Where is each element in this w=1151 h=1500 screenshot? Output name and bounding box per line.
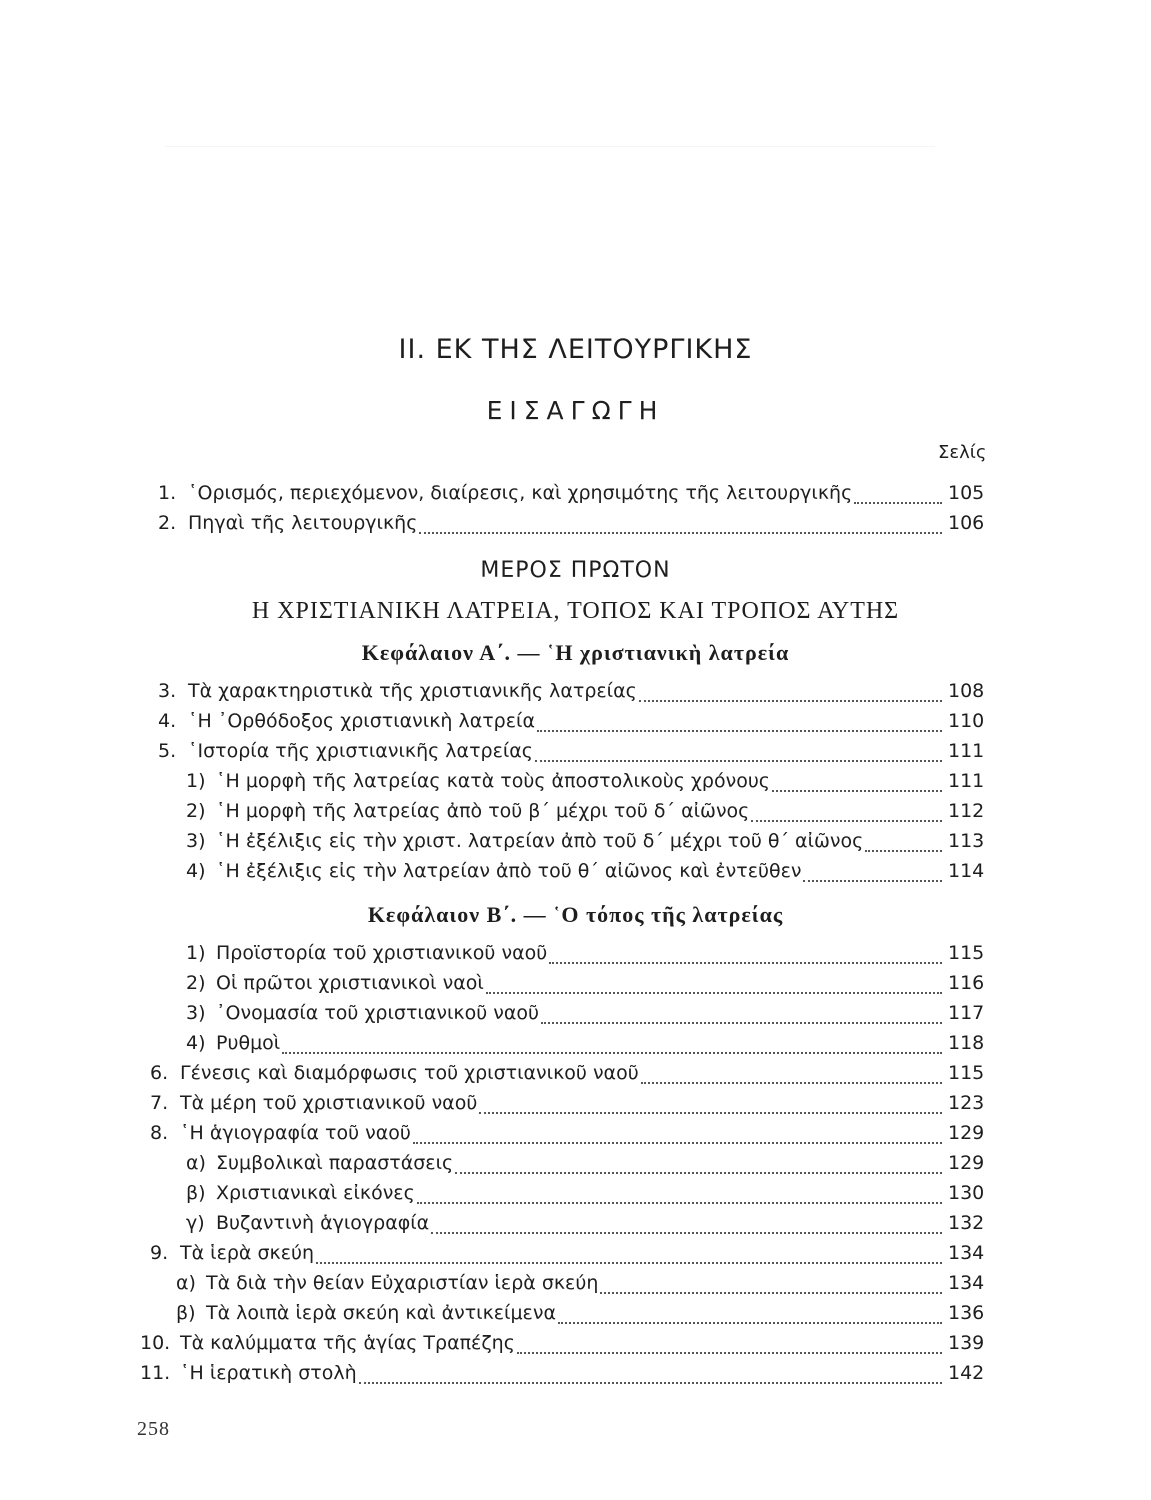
toc-subentry[interactable] xyxy=(186,972,992,1000)
entry-title: Βυζαντινὴ ἁγιογραφία xyxy=(216,1212,430,1234)
entry-page: 118 xyxy=(948,1032,985,1054)
entry-title: ῾Η μορφὴ τῆς λατρείας ἀπὸ τοῦ β΄ μέχρι τοῦ δ΄ αἰῶνος xyxy=(216,800,750,822)
entry-number: 4) xyxy=(186,860,206,882)
entry-title: Χριστιανικαὶ εἰκόνες xyxy=(216,1182,415,1204)
entry-title: Γένεσις καὶ διαμόρφωσις τοῦ χριστιανικοῦ ναοῦ xyxy=(180,1062,639,1084)
entry-title: ῾Η μορφὴ τῆς λατρείας κατὰ τοὺς ἀποστολικοὺς χρόνους xyxy=(216,770,770,792)
entry-page: 113 xyxy=(948,830,985,852)
entry-number: α) xyxy=(176,1272,196,1294)
entry-number: 8. xyxy=(150,1122,169,1144)
dot-leader xyxy=(419,531,942,534)
entry-title: Προϊστορία τοῦ χριστιανικοῦ ναοῦ xyxy=(216,942,548,964)
entry-title: ῾Η ἐξέλιξις εἰς τὴν χριστ. λατρείαν ἀπὸ τοῦ δ΄ μέχρι τοῦ θ΄ αἰῶνος xyxy=(216,830,864,852)
dot-leader xyxy=(479,1111,942,1114)
entry-number: 6. xyxy=(150,1062,169,1084)
dot-leader xyxy=(854,501,942,504)
entry-title: Συμβολικαὶ παραστάσεις xyxy=(216,1152,454,1174)
entry-number: 3) xyxy=(186,830,206,852)
intro-title: ΕΙΣΑΓΩΓΗ xyxy=(486,396,665,425)
entry-title: Τὰ χαρακτηριστικὰ τῆς χριστιανικῆς λατρείας xyxy=(188,680,637,702)
entry-page: 130 xyxy=(948,1182,985,1204)
toc-subentry[interactable] xyxy=(186,1002,992,1030)
bleed-through-decoration xyxy=(165,146,935,277)
dot-leader xyxy=(282,1051,942,1054)
dot-leader xyxy=(535,759,942,762)
entry-title: Τὰ καλύμματα τῆς ἁγίας Τραπέζης xyxy=(180,1332,515,1354)
toc-subentry[interactable] xyxy=(186,1152,992,1180)
toc-subentry[interactable] xyxy=(186,1032,992,1060)
entry-page: 139 xyxy=(948,1332,985,1354)
entry-number: γ) xyxy=(186,1212,205,1234)
dot-leader xyxy=(417,1201,942,1204)
toc-entry[interactable] xyxy=(140,1332,992,1360)
toc-entry[interactable] xyxy=(150,1242,992,1270)
toc-subentry[interactable] xyxy=(186,800,992,828)
entry-page: 134 xyxy=(948,1272,985,1294)
toc-entry[interactable] xyxy=(158,482,992,510)
entry-number: 9. xyxy=(150,1242,169,1264)
entry-title: ῾Η ἐξέλιξις εἰς τὴν λατρείαν ἀπὸ τοῦ θ΄ αἰῶνος καὶ ἐντεῦθεν xyxy=(216,860,802,882)
entry-number: β) xyxy=(176,1302,196,1324)
entry-title: Ρυθμοὶ xyxy=(216,1032,281,1054)
toc-entry[interactable] xyxy=(158,512,992,540)
entry-page: 114 xyxy=(948,860,985,882)
toc-entry[interactable] xyxy=(158,740,992,768)
entry-number: 2) xyxy=(186,972,206,994)
toc-subentry[interactable] xyxy=(176,1272,992,1300)
entry-number: 2) xyxy=(186,800,206,822)
chapter-b-title: Κεφάλαιον Β΄. — ῾Ο τόπος τῆς λατρείας xyxy=(367,902,784,927)
entry-number: 5. xyxy=(158,740,177,762)
dot-leader xyxy=(431,1231,942,1234)
entry-page: 116 xyxy=(948,972,985,994)
entry-page: 142 xyxy=(948,1362,985,1384)
toc-entry[interactable] xyxy=(158,680,992,708)
entry-number: α) xyxy=(186,1152,206,1174)
dot-leader xyxy=(549,961,942,964)
entry-page: 117 xyxy=(948,1002,985,1024)
dot-leader xyxy=(541,1021,942,1024)
entry-page: 134 xyxy=(948,1242,985,1264)
toc-subentry[interactable] xyxy=(186,860,992,888)
dot-leader xyxy=(600,1291,942,1294)
toc-entry[interactable] xyxy=(150,1062,992,1090)
entry-title: ῾Ιστορία τῆς χριστιανικῆς λατρείας xyxy=(188,740,533,762)
section-heading: Η ΧΡΙΣΤΙΑΝΙΚΗ ΛΑΤΡΕΙΑ, ΤΟΠΟΣ ΚΑΙ ΤΡΟΠΟΣ ΑΥΤΗΣ xyxy=(251,598,900,624)
entry-number: 7. xyxy=(150,1092,169,1114)
entry-number: β) xyxy=(186,1182,206,1204)
toc-subentry[interactable] xyxy=(176,1302,992,1330)
entry-page: 129 xyxy=(948,1152,985,1174)
entry-number: 4. xyxy=(158,710,177,732)
dot-leader xyxy=(803,879,942,882)
entry-page: 108 xyxy=(948,680,985,702)
dot-leader xyxy=(639,699,942,702)
dot-leader xyxy=(772,789,942,792)
dot-leader xyxy=(413,1141,942,1144)
entry-page: 132 xyxy=(948,1212,985,1234)
part-title: II. ΕΚ ΤΗΣ ΛΕΙΤΟΥΡΓΙΚΗΣ xyxy=(398,334,753,365)
entry-title: Τὰ διὰ τὴν θείαν Εὐχαριστίαν ἱερὰ σκεύη xyxy=(206,1272,599,1294)
dot-leader xyxy=(865,849,942,852)
page-number: 258 xyxy=(137,1418,170,1440)
entry-page: 112 xyxy=(948,800,985,822)
entry-number: 1. xyxy=(158,482,177,504)
toc-subentry[interactable] xyxy=(186,1182,992,1210)
toc-subentry[interactable] xyxy=(186,1212,992,1240)
entry-page: 115 xyxy=(948,942,985,964)
entry-title: Τὰ μέρη τοῦ χριστιανικοῦ ναοῦ xyxy=(180,1092,478,1114)
entry-page: 129 xyxy=(948,1122,985,1144)
dot-leader xyxy=(641,1081,942,1084)
dot-leader xyxy=(316,1261,942,1264)
entry-number: 10. xyxy=(140,1332,171,1354)
toc-subentry[interactable] xyxy=(186,942,992,970)
dot-leader xyxy=(517,1351,942,1354)
dot-leader xyxy=(455,1171,942,1174)
entry-title: Οἱ πρῶτοι χριστιανικοὶ ναοὶ xyxy=(216,972,484,994)
pages-column-label: Σελίς xyxy=(938,442,987,463)
entry-page: 105 xyxy=(948,482,985,504)
entry-page: 115 xyxy=(948,1062,985,1084)
entry-title: Τὰ ἱερὰ σκεύη xyxy=(180,1242,315,1264)
entry-page: 110 xyxy=(948,710,985,732)
entry-number: 2. xyxy=(158,512,177,534)
entry-number: 3) xyxy=(186,1002,206,1024)
dot-leader xyxy=(359,1381,942,1384)
entry-page: 123 xyxy=(948,1092,985,1114)
toc-entry[interactable] xyxy=(150,1092,992,1120)
dot-leader xyxy=(537,729,942,732)
entry-title: Τὰ λοιπὰ ἱερὰ σκεύη καὶ ἀντικείμενα xyxy=(206,1302,556,1324)
dot-leader xyxy=(751,819,942,822)
toc-entry[interactable] xyxy=(158,710,992,738)
toc-entry[interactable] xyxy=(140,1362,992,1390)
entry-title: ῾Ορισμός, περιεχόμενον, διαίρεσις, καὶ χρησιμότης τῆς λειτουργικῆς xyxy=(188,482,853,504)
toc-entry[interactable] xyxy=(150,1122,992,1150)
entry-page: 106 xyxy=(948,512,985,534)
entry-title: ῾Η ᾿Ορθόδοξος χριστιανικὴ λατρεία xyxy=(188,710,535,732)
entry-page: 111 xyxy=(948,770,985,792)
entry-title: ῾Η ἱερατικὴ στολὴ xyxy=(180,1362,357,1384)
entry-page: 136 xyxy=(948,1302,985,1324)
entry-number: 4) xyxy=(186,1032,206,1054)
toc-subentry[interactable] xyxy=(186,770,992,798)
entry-number: 1) xyxy=(186,770,206,792)
entry-title: ᾿Ονομασία τοῦ χριστιανικοῦ ναοῦ xyxy=(216,1002,539,1024)
entry-number: 3. xyxy=(158,680,177,702)
entry-number: 11. xyxy=(140,1362,171,1384)
part-heading: ΜΕΡΟΣ ΠΡΩΤΟΝ xyxy=(480,558,671,583)
entry-title: Πηγαὶ τῆς λειτουργικῆς xyxy=(188,512,418,534)
dot-leader xyxy=(486,991,942,994)
entry-number: 1) xyxy=(186,942,206,964)
chapter-a-title: Κεφάλαιον Α΄. — ῾Η χριστιανικὴ λατρεία xyxy=(361,640,790,665)
entry-page: 111 xyxy=(948,740,985,762)
entry-title: ῾Η ἁγιογραφία τοῦ ναοῦ xyxy=(180,1122,411,1144)
dot-leader xyxy=(558,1321,942,1324)
toc-subentry[interactable] xyxy=(186,830,992,858)
